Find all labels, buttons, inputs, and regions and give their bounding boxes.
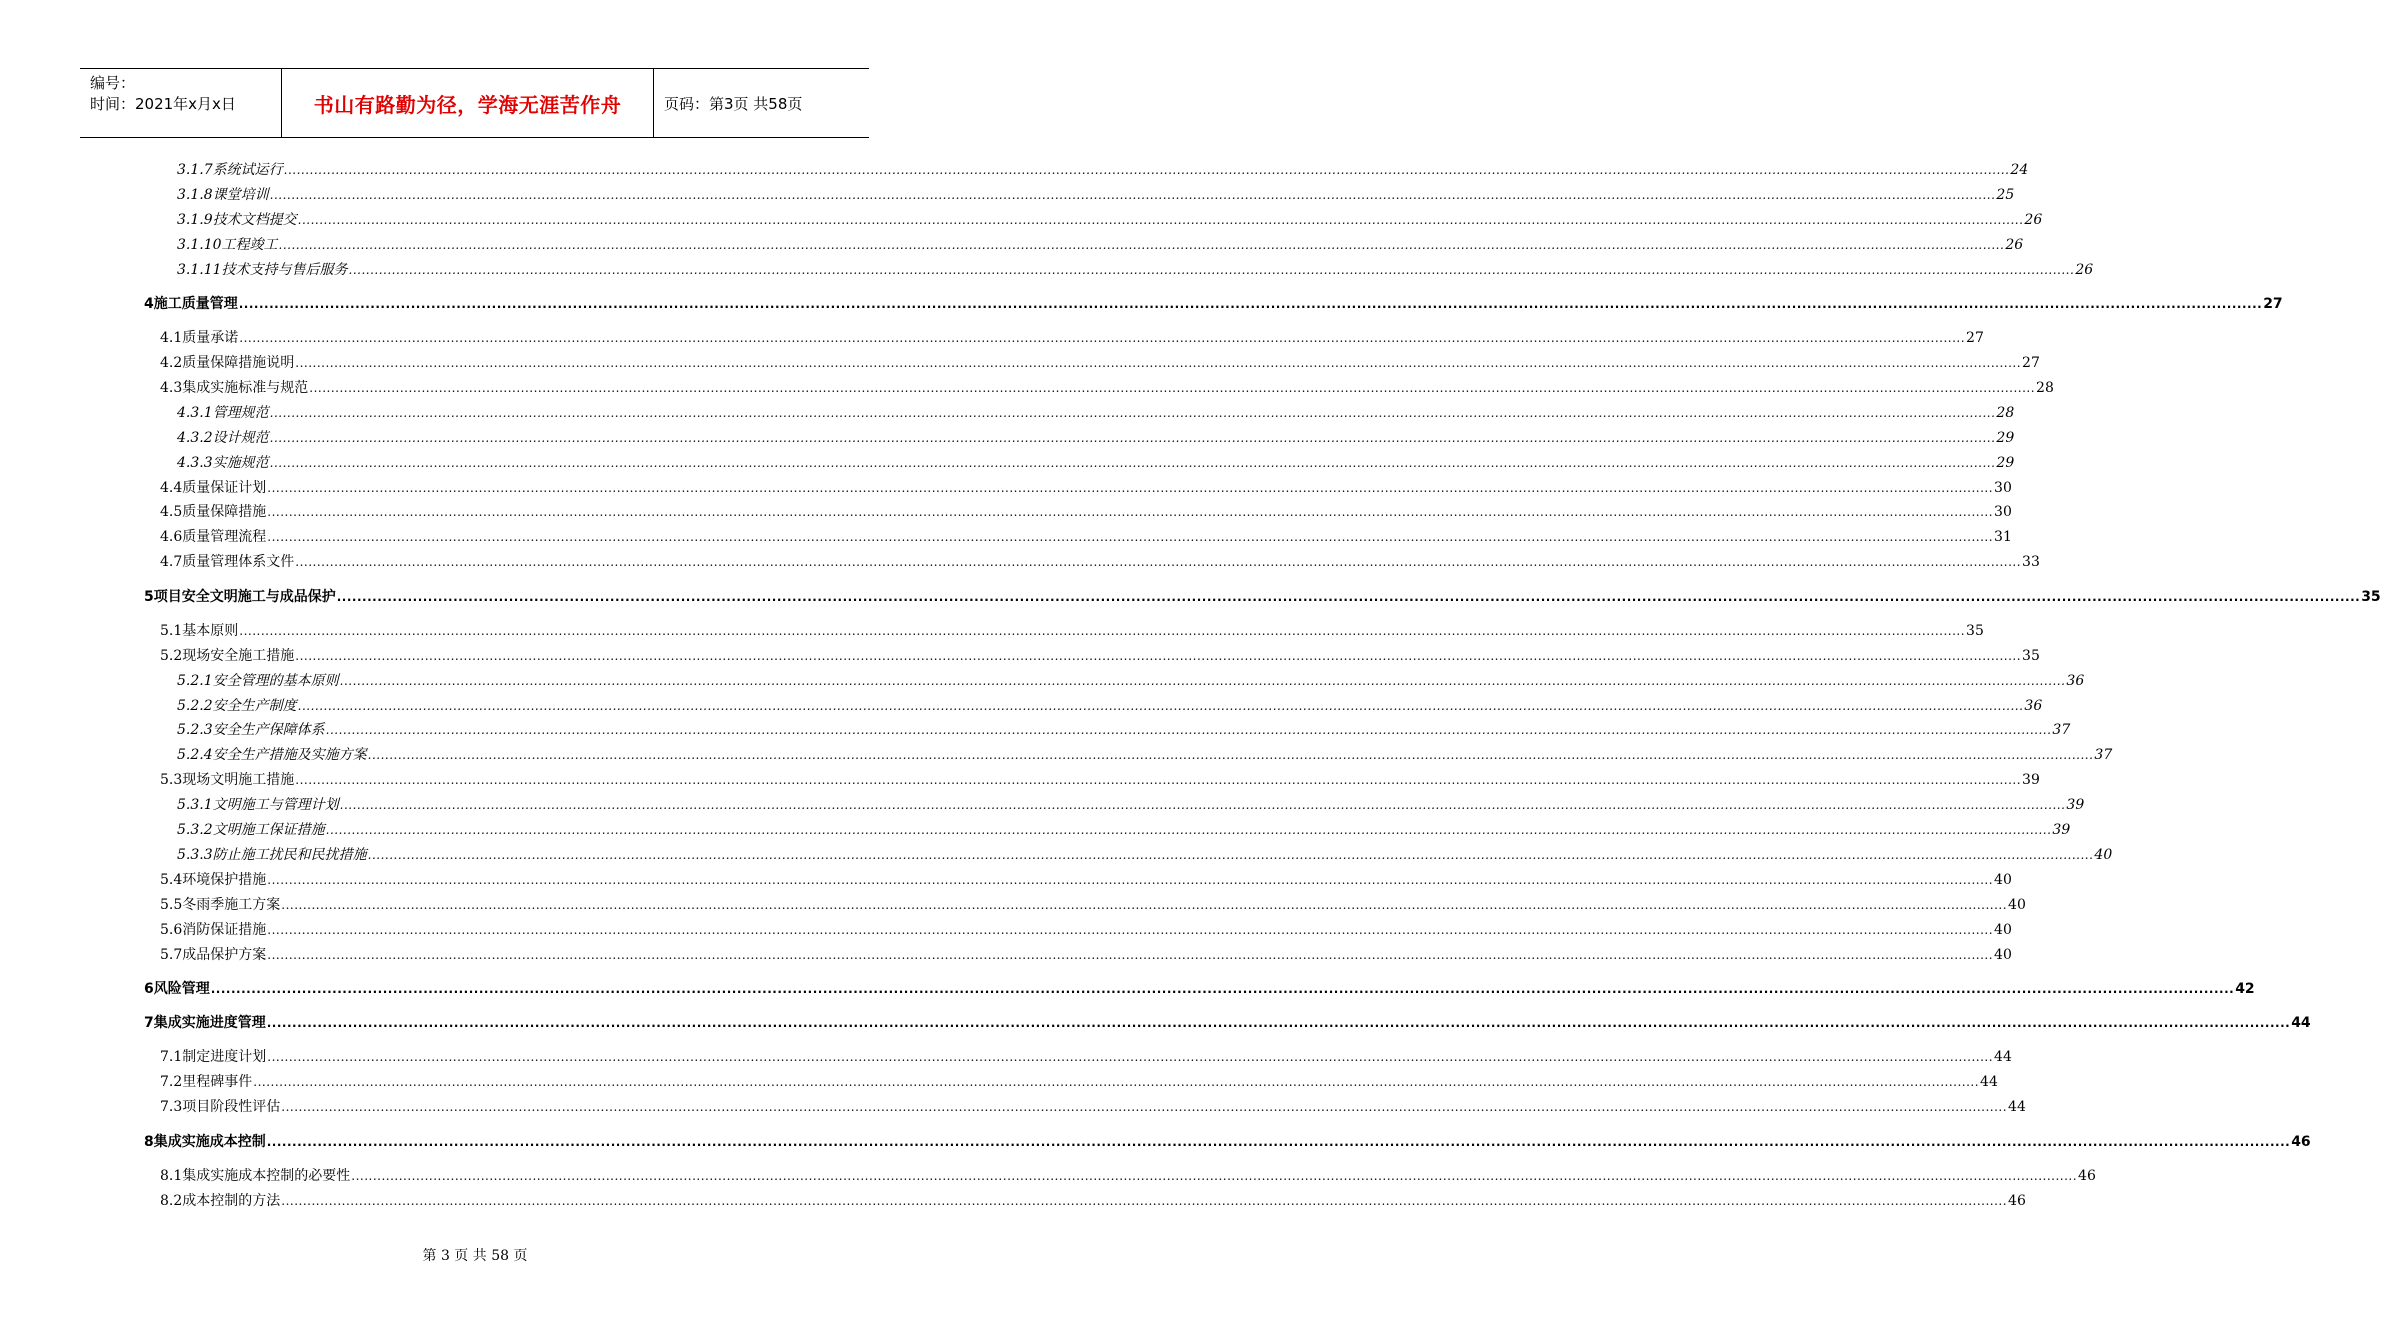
toc-entry-page: 26 — [2075, 262, 2094, 278]
toc-leader-dots: ................................................................................................................................................................................................................................................................................................................................................................................................................ — [367, 848, 2094, 862]
toc-leader-dots: ................................................................................................................................................................................................................................................................................................................................................................................................................ — [309, 381, 2036, 395]
toc-entry[interactable] — [160, 352, 2040, 374]
toc-entry-page: 26 — [2024, 212, 2043, 228]
toc-entry-title: 质量保障措施说明 — [182, 355, 295, 371]
toc-entry-title: 安全生产保障体系 — [212, 722, 325, 738]
toc-entry-number: 5.3.2 — [177, 822, 213, 838]
toc-entry[interactable] — [177, 184, 2015, 206]
toc-entry[interactable] — [177, 427, 2015, 449]
toc-entry-number: 5.3.1 — [177, 797, 213, 813]
toc-entry[interactable] — [160, 1046, 2012, 1068]
toc-entry-page: 29 — [1996, 430, 2015, 446]
toc-entry-title: 系统试运行 — [212, 162, 283, 178]
toc-entry-page: 28 — [1996, 405, 2015, 421]
toc-leader-dots: ................................................................................................................................................................................................................................................................................................................................................................................................................ — [281, 1194, 2008, 1208]
toc-entry-page: 28 — [2036, 380, 2054, 396]
toc-leader-dots: ................................................................................................................................................................................................................................................................................................................................................................................................................ — [283, 163, 2010, 177]
toc-entry-title: 项目安全文明施工与成品保护 — [153, 589, 336, 605]
toc-entry-number: 4.3 — [160, 380, 183, 396]
header-motto: 书山有路勤为径，学海无涯苦作舟 — [313, 92, 622, 117]
toc-entry-number: 8.2 — [160, 1193, 183, 1209]
toc-leader-dots: ................................................................................................................................................................................................................................................................................................................................................................................................................ — [210, 982, 2235, 996]
toc-entry-page: 36 — [2066, 673, 2085, 689]
toc-entry-number: 5.5 — [160, 897, 183, 913]
toc-entry-number: 4.3.3 — [177, 455, 213, 471]
toc-entry-number: 5.3.3 — [177, 847, 213, 863]
toc-entry-page: 37 — [2052, 722, 2071, 738]
toc-entry-number: 5.2.2 — [177, 698, 213, 714]
toc-entry-page: 30 — [1994, 504, 2012, 520]
toc-entry-title: 冬雨季施工方案 — [182, 897, 281, 913]
toc-entry-page: 27 — [1966, 330, 1984, 346]
toc-entry-title: 文明施工保证措施 — [212, 822, 325, 838]
toc-entry-title: 基本原则 — [182, 623, 239, 639]
header-page-label: 页码：第3页 共58页 — [664, 94, 803, 113]
toc-entry-title: 集成实施标准与规范 — [182, 380, 309, 396]
toc-entry-title: 实施规范 — [212, 455, 269, 471]
toc-entry-page: 31 — [1994, 529, 2012, 545]
toc-leader-dots: ................................................................................................................................................................................................................................................................................................................................................................................................................ — [297, 699, 2024, 713]
toc-leader-dots: ................................................................................................................................................................................................................................................................................................................................................................................................................ — [267, 873, 1994, 887]
toc-entry[interactable] — [160, 1165, 2096, 1187]
toc-entry[interactable] — [177, 670, 2085, 692]
toc-entry-title: 管理规范 — [212, 405, 269, 421]
toc-entry-page: 26 — [2005, 237, 2024, 253]
toc-leader-dots: ................................................................................................................................................................................................................................................................................................................................................................................................................ — [267, 1050, 1994, 1064]
toc-entry-title: 质量管理体系文件 — [182, 554, 295, 570]
toc-entry[interactable] — [177, 159, 2029, 181]
toc-entry-number: 5.6 — [160, 922, 183, 938]
toc-entry-page: 35 — [2022, 648, 2040, 664]
header-code-label: 编号： — [90, 74, 136, 92]
toc-leader-dots: ................................................................................................................................................................................................................................................................................................................................................................................................................ — [266, 1016, 2291, 1030]
toc-entry-page: 42 — [2235, 981, 2255, 997]
toc-leader-dots: ................................................................................................................................................................................................................................................................................................................................................................................................................ — [269, 431, 1996, 445]
toc-leader-dots: ................................................................................................................................................................................................................................................................................................................................................................................................................ — [351, 1169, 2078, 1183]
toc-entry-number: 4 — [144, 296, 154, 312]
toc-entry[interactable] — [177, 234, 2024, 256]
toc-entry-page: 27 — [2022, 355, 2040, 371]
toc-entry-title: 防止施工扰民和民扰措施 — [212, 847, 367, 863]
toc-entry-page: 44 — [1994, 1049, 2012, 1065]
toc-entry-page: 46 — [2008, 1193, 2026, 1209]
toc-leader-dots: ................................................................................................................................................................................................................................................................................................................................................................................................................ — [278, 238, 2005, 252]
toc-entry-page: 35 — [1966, 623, 1984, 639]
toc-leader-dots: ................................................................................................................................................................................................................................................................................................................................................................................................................ — [239, 624, 1966, 638]
toc-entry[interactable] — [177, 259, 2094, 281]
toc-entry-page: 24 — [2010, 162, 2029, 178]
toc-entry[interactable] — [160, 769, 2040, 791]
toc-entry-number: 5.3 — [160, 772, 183, 788]
toc-entry-number: 4.3.2 — [177, 430, 213, 446]
toc-leader-dots: ................................................................................................................................................................................................................................................................................................................................................................................................................ — [297, 213, 2024, 227]
toc-entry[interactable] — [160, 1096, 2026, 1118]
toc-leader-dots: ................................................................................................................................................................................................................................................................................................................................................................................................................ — [339, 798, 2066, 812]
toc-entry[interactable] — [160, 620, 1984, 642]
toc-entry-number: 3.1.11 — [177, 262, 222, 278]
toc-entry[interactable] — [177, 794, 2085, 816]
toc-entry[interactable] — [160, 1071, 1998, 1093]
toc-leader-dots: ................................................................................................................................................................................................................................................................................................................................................................................................................ — [367, 748, 2094, 762]
toc-entry-page: 40 — [1994, 922, 2012, 938]
toc-entry-number: 7 — [144, 1015, 154, 1031]
toc-entry[interactable] — [160, 551, 2040, 573]
toc-entry-title: 现场安全施工措施 — [182, 648, 295, 664]
toc-leader-dots: ................................................................................................................................................................................................................................................................................................................................................................................................................ — [295, 649, 2022, 663]
toc-entry-number: 6 — [144, 981, 154, 997]
toc-entry-number: 4.3.1 — [177, 405, 213, 421]
toc-entry-page: 44 — [2008, 1099, 2026, 1115]
toc-entry-number: 5.2.3 — [177, 722, 213, 738]
toc-entry[interactable] — [160, 645, 2040, 667]
toc-entry-page: 36 — [2024, 698, 2043, 714]
toc-entry-title: 制定进度计划 — [182, 1049, 267, 1065]
toc-entry-title: 安全生产措施及实施方案 — [212, 747, 367, 763]
toc-leader-dots: ................................................................................................................................................................................................................................................................................................................................................................................................................ — [348, 263, 2075, 277]
toc-entry[interactable] — [144, 586, 2381, 608]
toc-leader-dots: ................................................................................................................................................................................................................................................................................................................................................................................................................ — [281, 898, 2008, 912]
toc-entry-title: 质量承诺 — [182, 330, 239, 346]
toc-entry[interactable] — [160, 919, 2012, 941]
toc-entry-page: 33 — [2022, 554, 2040, 570]
toc-entry-number: 4.2 — [160, 355, 183, 371]
toc-entry[interactable] — [160, 944, 2012, 966]
toc-entry-title: 课堂培训 — [212, 187, 269, 203]
toc-leader-dots: ................................................................................................................................................................................................................................................................................................................................................................................................................ — [267, 948, 1994, 962]
toc-entry-title: 施工质量管理 — [153, 296, 238, 312]
toc-entry-title: 技术支持与售后服务 — [221, 262, 348, 278]
toc-entry-number: 8.1 — [160, 1168, 183, 1184]
toc-entry-title: 设计规范 — [212, 430, 269, 446]
toc-entry-page: 37 — [2094, 747, 2113, 763]
toc-entry-number: 5.1 — [160, 623, 183, 639]
toc-leader-dots: ................................................................................................................................................................................................................................................................................................................................................................................................................ — [267, 923, 1994, 937]
toc-entry-page: 39 — [2052, 822, 2071, 838]
toc-leader-dots: ................................................................................................................................................................................................................................................................................................................................................................................................................ — [269, 188, 1996, 202]
page-footer: 第 3 页 共 58 页 — [422, 1248, 528, 1264]
toc-leader-dots: ................................................................................................................................................................................................................................................................................................................................................................................................................ — [253, 1075, 1980, 1089]
toc-leader-dots: ................................................................................................................................................................................................................................................................................................................................................................................................................ — [269, 406, 1996, 420]
toc-entry-page: 39 — [2022, 772, 2040, 788]
toc-leader-dots: ................................................................................................................................................................................................................................................................................................................................................................................................................ — [295, 555, 2022, 569]
toc-entry-page: 30 — [1994, 480, 2012, 496]
toc-entry-number: 7.2 — [160, 1074, 183, 1090]
toc-leader-dots: ................................................................................................................................................................................................................................................................................................................................................................................................................ — [267, 481, 1994, 495]
toc-leader-dots: ................................................................................................................................................................................................................................................................................................................................................................................................................ — [267, 505, 1994, 519]
toc-entry-number: 3.1.7 — [177, 162, 213, 178]
toc-entry-number: 5.2.4 — [177, 747, 213, 763]
toc-entry[interactable] — [177, 819, 2071, 841]
toc-entry-number: 7.1 — [160, 1049, 183, 1065]
toc-entry-title: 质量保证计划 — [182, 480, 267, 496]
toc-entry-number: 4.5 — [160, 504, 183, 520]
toc-entry-page: 40 — [2094, 847, 2113, 863]
toc-entry-number: 5.2 — [160, 648, 183, 664]
toc-entry-title: 安全管理的基本原则 — [212, 673, 339, 689]
toc-entry-number: 5.4 — [160, 872, 183, 888]
toc-leader-dots: ................................................................................................................................................................................................................................................................................................................................................................................................................ — [238, 297, 2263, 311]
toc-leader-dots: ................................................................................................................................................................................................................................................................................................................................................................................................................ — [281, 1100, 2008, 1114]
toc-entry-page: 25 — [1996, 187, 2015, 203]
toc-leader-dots: ................................................................................................................................................................................................................................................................................................................................................................................................................ — [266, 1135, 2291, 1149]
toc-entry[interactable] — [160, 894, 2026, 916]
toc-entry-number: 3.1.10 — [177, 237, 222, 253]
toc-entry-number: 5.2.1 — [177, 673, 213, 689]
toc-entry[interactable] — [177, 452, 2015, 474]
toc-entry[interactable] — [160, 327, 1984, 349]
toc-entry-title: 里程碑事件 — [182, 1074, 253, 1090]
toc-entry-number: 5 — [144, 589, 154, 605]
toc-entry-number: 4.4 — [160, 480, 183, 496]
toc-entry-title: 成本控制的方法 — [182, 1193, 281, 1209]
toc-entry[interactable] — [177, 209, 2043, 231]
toc-entry-page: 44 — [2291, 1015, 2311, 1031]
toc-leader-dots: ................................................................................................................................................................................................................................................................................................................................................................................................................ — [295, 356, 2022, 370]
toc-entry-page: 40 — [1994, 872, 2012, 888]
toc-leader-dots: ................................................................................................................................................................................................................................................................................................................................................................................................................ — [336, 590, 2361, 604]
toc-entry-title: 现场文明施工措施 — [182, 772, 295, 788]
toc-entry-number: 3.1.8 — [177, 187, 213, 203]
toc-entry-number: 4.6 — [160, 529, 183, 545]
toc-entry-title: 风险管理 — [153, 981, 210, 997]
toc-entry-title: 质量保障措施 — [182, 504, 267, 520]
toc-entry-number: 4.1 — [160, 330, 183, 346]
toc-entry[interactable] — [160, 477, 2012, 499]
toc-leader-dots: ................................................................................................................................................................................................................................................................................................................................................................................................................ — [269, 456, 1996, 470]
toc-entry-title: 技术文档提交 — [212, 212, 297, 228]
toc-entry-number: 5.7 — [160, 947, 183, 963]
toc-entry-number: 8 — [144, 1134, 154, 1150]
toc-entry[interactable] — [144, 1012, 2311, 1034]
toc-entry[interactable] — [160, 377, 2054, 399]
toc-entry[interactable] — [160, 1190, 2026, 1212]
toc-entry[interactable] — [144, 293, 2283, 315]
toc-entry-title: 消防保证措施 — [182, 922, 267, 938]
toc-entry-title: 安全生产制度 — [212, 698, 297, 714]
toc-entry-title: 集成实施成本控制的必要性 — [182, 1168, 351, 1184]
toc-entry-title: 工程竣工 — [221, 237, 278, 253]
toc-entry[interactable] — [144, 978, 2255, 1000]
toc-entry-title: 集成实施成本控制 — [153, 1134, 266, 1150]
toc-entry[interactable] — [160, 526, 2012, 548]
toc-leader-dots: ................................................................................................................................................................................................................................................................................................................................................................................................................ — [339, 674, 2066, 688]
header-time-label: 时间：2021年x月x日 — [90, 95, 236, 113]
toc-entry-page: 46 — [2078, 1168, 2096, 1184]
toc-leader-dots: ................................................................................................................................................................................................................................................................................................................................................................................................................ — [239, 331, 1966, 345]
toc-leader-dots: ................................................................................................................................................................................................................................................................................................................................................................................................................ — [325, 723, 2052, 737]
toc-entry-page: 40 — [2008, 897, 2026, 913]
toc-leader-dots: ................................................................................................................................................................................................................................................................................................................................................................................................................ — [295, 773, 2022, 787]
toc-entry[interactable] — [160, 869, 2012, 891]
toc-entry-page: 27 — [2263, 296, 2283, 312]
toc-leader-dots: ................................................................................................................................................................................................................................................................................................................................................................................................................ — [325, 823, 2052, 837]
toc-entry[interactable] — [144, 1131, 2311, 1153]
toc-entry[interactable] — [177, 719, 2071, 741]
toc-entry[interactable] — [177, 844, 2113, 866]
toc-entry[interactable] — [177, 402, 2015, 424]
toc-entry-title: 质量管理流程 — [182, 529, 267, 545]
toc-entry-page: 39 — [2066, 797, 2085, 813]
toc-entry-title: 文明施工与管理计划 — [212, 797, 339, 813]
toc-entry-page: 40 — [1994, 947, 2012, 963]
toc-entry-title: 项目阶段性评估 — [182, 1099, 281, 1115]
toc-leader-dots: ................................................................................................................................................................................................................................................................................................................................................................................................................ — [267, 530, 1994, 544]
toc-entry[interactable] — [177, 744, 2113, 766]
toc-entry-number: 4.7 — [160, 554, 183, 570]
toc-entry-number: 7.3 — [160, 1099, 183, 1115]
toc-entry-number: 3.1.9 — [177, 212, 213, 228]
toc-entry-page: 46 — [2291, 1134, 2311, 1150]
toc-entry-title: 环境保护措施 — [182, 872, 267, 888]
toc-entry-page: 44 — [1980, 1074, 1998, 1090]
toc-entry-title: 成品保护方案 — [182, 947, 267, 963]
toc-entry-page: 35 — [2361, 589, 2381, 605]
toc-entry[interactable] — [177, 695, 2043, 717]
toc-entry-page: 29 — [1996, 455, 2015, 471]
toc-entry-title: 集成实施进度管理 — [153, 1015, 266, 1031]
toc-entry[interactable] — [160, 501, 2012, 523]
